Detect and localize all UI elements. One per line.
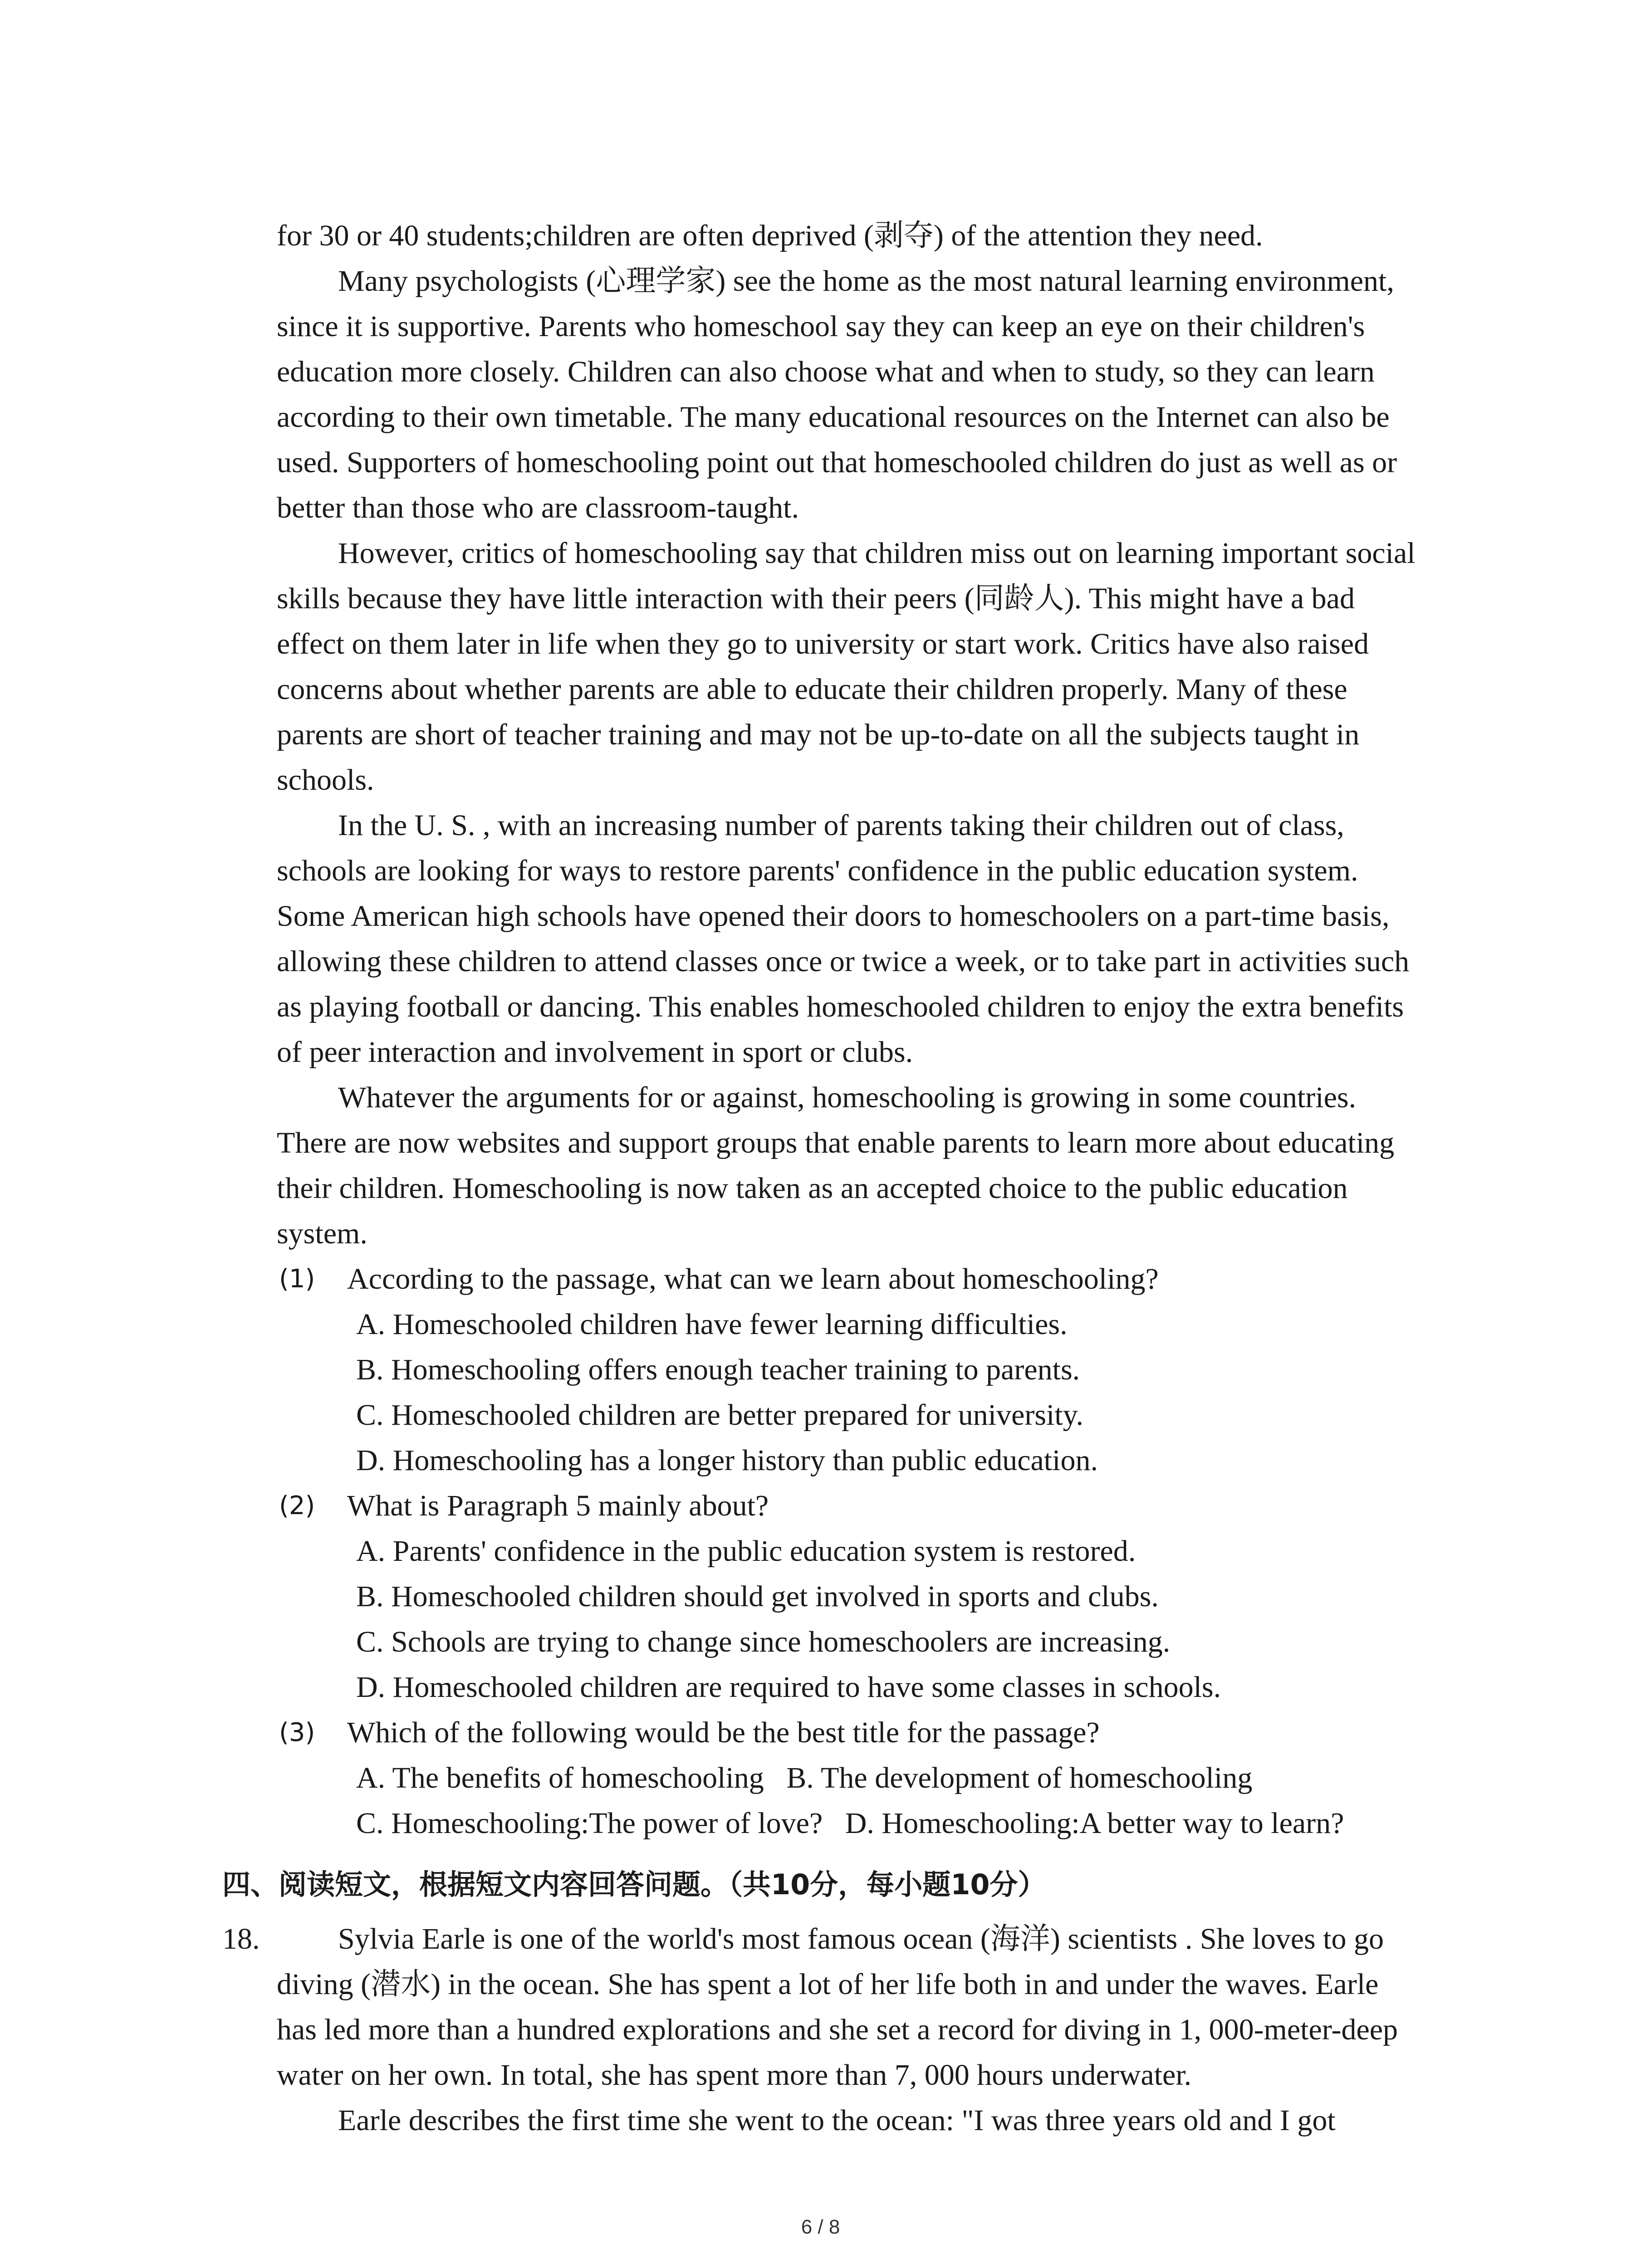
- passage-line: skills because they have little interaction with their peers (同龄人). This might have a bad: [277, 582, 1355, 615]
- answer-options-row: A. The benefits of homeschooling B. The development of homeschooling: [356, 1761, 1253, 1794]
- answer-option: A. Parents' confidence in the public education system is restored.: [356, 1535, 1136, 1568]
- passage-line: There are now websites and support groups that enable parents to learn more about educating: [277, 1126, 1395, 1159]
- passage-line: Whatever the arguments for or against, homeschooling is growing in some countries.: [338, 1081, 1357, 1114]
- answer-option: B. Homeschooled children should get involved in sports and clubs.: [356, 1580, 1159, 1613]
- passage-line: their children. Homeschooling is now taken as an accepted choice to the public education: [277, 1172, 1348, 1205]
- question-number: (2): [279, 1491, 315, 1520]
- answer-option: C. Homeschooled children are better prepared for university.: [356, 1398, 1083, 1432]
- passage-line: schools.: [277, 763, 374, 797]
- passage-line: according to their own timetable. The many educational resources on the Internet can also be: [277, 401, 1390, 434]
- passage-line: better than those who are classroom-taught.: [277, 491, 799, 524]
- question-text: What is Paragraph 5 mainly about?: [347, 1489, 769, 1522]
- question-number: (1): [279, 1264, 315, 1294]
- answer-option: B. Homeschooling offers enough teacher training to parents.: [356, 1353, 1080, 1386]
- passage-line: However, critics of homeschooling say that children miss out on learning important social: [338, 537, 1416, 570]
- passage-line: Earle describes the first time she went to the ocean: "I was three years old and I got: [338, 2104, 1336, 2137]
- passage-line: Sylvia Earle is one of the world's most famous ocean (海洋) scientists . She loves to go: [338, 1922, 1384, 1955]
- passage-line: has led more than a hundred explorations and she set a record for diving in 1, 000-meter-deep: [277, 2013, 1398, 2046]
- answer-options-row: C. Homeschooling:The power of love? D. Homeschooling:A better way to learn?: [356, 1807, 1344, 1840]
- question-number: (3): [279, 1718, 315, 1747]
- passage-line: allowing these children to attend classes once or twice a week, or to take part in activities such: [277, 945, 1410, 978]
- item-number: 18.: [222, 1922, 260, 1955]
- passage-line: schools are looking for ways to restore parents' confidence in the public education system.: [277, 854, 1358, 887]
- passage-line: water on her own. In total, she has spent more than 7, 000 hours underwater.: [277, 2058, 1192, 2092]
- passage-line: system.: [277, 1217, 367, 1250]
- answer-option: A. Homeschooled children have fewer learning difficulties.: [356, 1308, 1068, 1341]
- passage-line: education more closely. Children can also choose what and when to study, so they can learn: [277, 355, 1375, 388]
- answer-option: D. Homeschooling has a longer history than public education.: [356, 1444, 1098, 1477]
- passage-line: parents are short of teacher training and may not be up-to-date on all the subjects taught in: [277, 718, 1360, 751]
- section-heading: 四、阅读短文，根据短文内容回答问题。（共10分，每小题10分）: [222, 1868, 1046, 1901]
- passage-line: as playing football or dancing. This enables homeschooled children to enjoy the extra benefits: [277, 990, 1404, 1023]
- passage-line: effect on them later in life when they go to university or start work. Critics have also raised: [277, 627, 1369, 660]
- passage-line: used. Supporters of homeschooling point out that homeschooled children do just as well as or: [277, 446, 1397, 479]
- answer-option: D. Homeschooled children are required to have some classes in schools.: [356, 1671, 1221, 1704]
- passage-line: In the U. S. , with an increasing number of parents taking their children out of class,: [338, 809, 1344, 842]
- passage-line: of peer interaction and involvement in sport or clubs.: [277, 1036, 913, 1069]
- passage-line: since it is supportive. Parents who homeschool say they can keep an eye on their children's: [277, 310, 1365, 343]
- question-text: According to the passage, what can we learn about homeschooling?: [347, 1262, 1159, 1295]
- answer-option: C. Schools are trying to change since homeschoolers are increasing.: [356, 1625, 1171, 1658]
- passage-line: Some American high schools have opened their doors to homeschoolers on a part-time basis,: [277, 899, 1390, 933]
- passage-line: for 30 or 40 students;children are often deprived (剥夺) of the attention they need.: [277, 219, 1263, 252]
- page-number: 6 / 8: [801, 2216, 840, 2238]
- passage-line: concerns about whether parents are able to educate their children properly. Many of these: [277, 673, 1347, 706]
- passage-line: Many psychologists (心理学家) see the home as the most natural learning environment,: [338, 264, 1394, 298]
- question-text: Which of the following would be the best title for the passage?: [347, 1716, 1100, 1749]
- passage-line: diving (潜水) in the ocean. She has spent a lot of her life both in and under the waves. Earle: [277, 1968, 1379, 2001]
